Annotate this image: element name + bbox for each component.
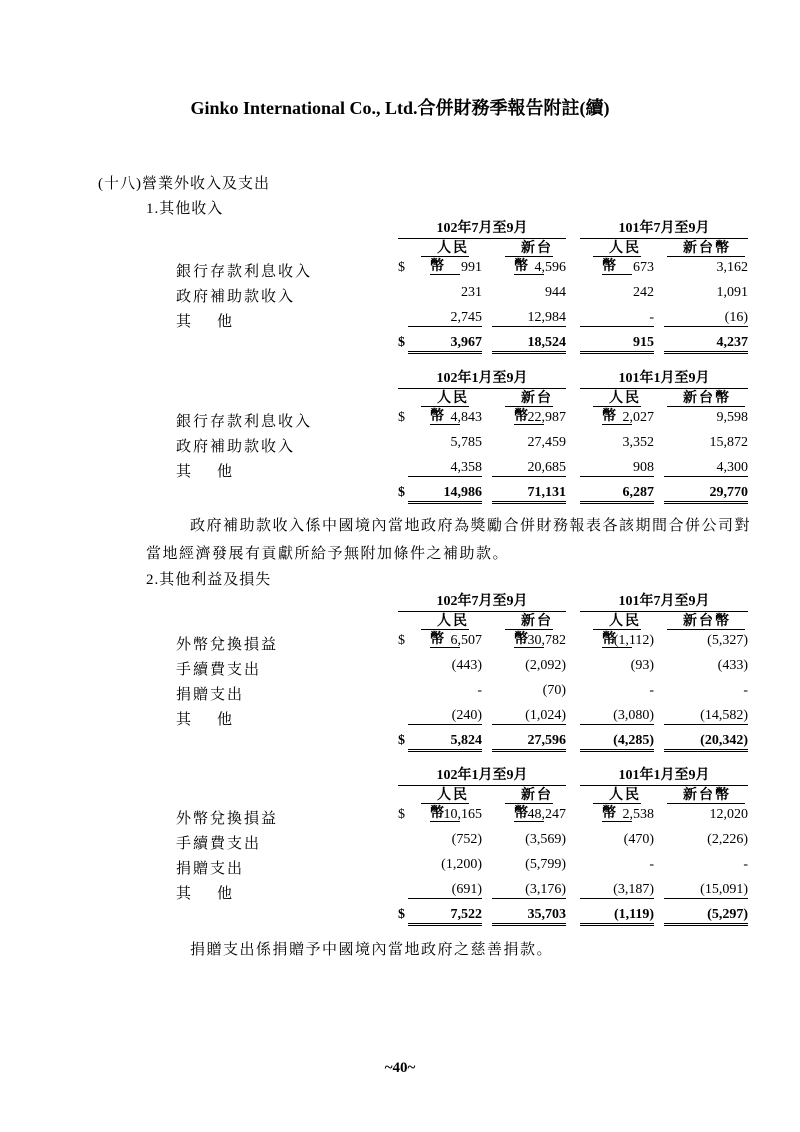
cell-value: (691)	[408, 882, 482, 899]
row-label: 政府補助款收入	[176, 439, 296, 455]
cell-value: 5,785	[450, 435, 482, 450]
row-label: 外幣兌換損益	[176, 637, 279, 653]
currency-label: 新台幣	[505, 614, 553, 648]
row-label: 其他	[176, 464, 259, 480]
cell-value: (433)	[717, 658, 748, 673]
subsection-other-gains-losses: 2.其他利益及損失	[146, 572, 272, 588]
row-label: 手續費支出	[176, 836, 262, 852]
currency-label: 新台幣	[505, 241, 553, 275]
cell-value: 12,984	[492, 310, 566, 327]
total-value: 18,524	[492, 335, 566, 354]
currency-header-twd	[664, 390, 748, 408]
cell-value: (240)	[408, 708, 482, 725]
cell-value: (2,226)	[707, 832, 748, 847]
cell-value: (93)	[630, 658, 654, 673]
cell-value: 242	[633, 285, 654, 300]
cell-value: 1,091	[716, 285, 748, 300]
row-label: 捐贈支出	[176, 687, 245, 703]
total-value: 4,237	[664, 335, 748, 354]
cell-value: (470)	[623, 832, 654, 847]
currency-label: 人民幣	[421, 391, 469, 425]
cell-value: 48,247	[527, 807, 566, 822]
row-label: 銀行存款利息收入	[176, 414, 313, 430]
section-heading: (十八)營業外收入及支出	[98, 176, 270, 192]
cell-value: -	[743, 683, 748, 698]
cell-value: -	[743, 857, 748, 872]
cell-value: -	[649, 857, 654, 872]
currency-label: 新台幣	[505, 788, 553, 822]
total-value: (1,119)	[580, 907, 654, 926]
total-value: 29,770	[664, 485, 748, 504]
cell-value: 4,596	[534, 260, 566, 275]
period-header: 102年7月至9月	[398, 593, 566, 612]
period-header: 101年1月至9月	[580, 767, 748, 786]
dollar-sign: $	[398, 633, 405, 648]
cell-value: (14,582)	[664, 708, 748, 725]
total-value: 7,522	[408, 907, 482, 926]
row-label: 銀行存款利息收入	[176, 264, 313, 280]
period-header: 102年1月至9月	[398, 767, 566, 786]
currency-label: 新台幣	[667, 788, 745, 804]
cell-value: (1,200)	[441, 857, 482, 872]
page-number: ~40~	[384, 1060, 416, 1076]
total-value: 5,824	[408, 733, 482, 752]
period-header: 101年7月至9月	[580, 220, 748, 239]
cell-value: (3,176)	[492, 882, 566, 899]
total-value: 35,703	[492, 907, 566, 926]
currency-label: 新台幣	[505, 391, 553, 425]
cell-value: 4,843	[450, 410, 482, 425]
period-header: 102年1月至9月	[398, 370, 566, 389]
dollar-sign: $	[398, 807, 405, 822]
total-value: 915	[580, 335, 654, 354]
total-value: 3,967	[408, 335, 482, 354]
currency-label: 人民幣	[421, 241, 469, 275]
row-label: 捐贈支出	[176, 861, 245, 877]
subsection-other-income: 1.其他收入	[146, 201, 224, 217]
subsidy-note-line2: 當地經濟發展有貢獻所給予無附加條件之補助款。	[146, 546, 510, 562]
cell-value: (1,112)	[613, 633, 654, 648]
cell-value: 2,745	[408, 310, 482, 327]
total-value: (4,285)	[580, 733, 654, 752]
currency-label: 人民幣	[593, 614, 641, 648]
cell-value: 6,507	[450, 633, 482, 648]
cell-value: (15,091)	[664, 882, 748, 899]
cell-value: 9,598	[716, 410, 748, 425]
cell-value: 908	[580, 460, 654, 477]
cell-value: -	[477, 683, 482, 698]
row-label: 外幣兌換損益	[176, 811, 279, 827]
dollar-sign-total: $	[398, 733, 405, 748]
cell-value: (5,327)	[707, 633, 748, 648]
total-value: 71,131	[492, 485, 566, 504]
subsidy-note-line1: 政府補助款收入係中國境內當地政府為獎勵合併財務報表各該期間合併公司對	[190, 518, 752, 534]
cell-value: 4,300	[664, 460, 748, 477]
currency-label: 人民幣	[421, 788, 469, 822]
currency-label: 人民幣	[593, 788, 641, 822]
cell-value: 27,459	[527, 435, 566, 450]
total-value: (20,342)	[664, 733, 748, 752]
cell-value: 12,020	[709, 807, 748, 822]
currency-label: 人民幣	[421, 614, 469, 648]
cell-value: -	[580, 310, 654, 327]
row-label: 其他	[176, 712, 259, 728]
period-header: 102年7月至9月	[398, 220, 566, 239]
cell-value: (5,799)	[525, 857, 566, 872]
dollar-sign: $	[398, 260, 405, 275]
currency-header-twd	[664, 613, 748, 631]
cell-value: 2,538	[622, 807, 654, 822]
currency-label: 新台幣	[667, 614, 745, 630]
total-value: 6,287	[580, 485, 654, 504]
currency-header-twd	[664, 787, 748, 805]
cell-value: (3,569)	[525, 832, 566, 847]
total-value: 14,986	[408, 485, 482, 504]
dollar-sign-total: $	[398, 485, 405, 500]
dollar-sign-total: $	[398, 907, 405, 922]
row-label: 政府補助款收入	[176, 289, 296, 305]
cell-value: (70)	[542, 683, 566, 698]
row-label: 其他	[176, 314, 259, 330]
cell-value: 991	[461, 260, 482, 275]
cell-value: 30,782	[527, 633, 566, 648]
cell-value: 15,872	[709, 435, 748, 450]
row-label: 手續費支出	[176, 662, 262, 678]
cell-value: (1,024)	[492, 708, 566, 725]
period-header: 101年7月至9月	[580, 593, 748, 612]
cell-value: (16)	[664, 310, 748, 327]
document-title: Ginko International Co., Ltd.合併財務季報告附註(續)	[190, 98, 610, 118]
cell-value: (443)	[451, 658, 482, 673]
cell-value: 3,352	[622, 435, 654, 450]
currency-label: 新台幣	[667, 241, 745, 257]
total-value: 27,596	[492, 733, 566, 752]
cell-value: 20,685	[492, 460, 566, 477]
cell-value: 4,358	[408, 460, 482, 477]
cell-value: (2,092)	[525, 658, 566, 673]
cell-value: (3,080)	[580, 708, 654, 725]
cell-value: 10,165	[443, 807, 482, 822]
cell-value: 22,987	[527, 410, 566, 425]
cell-value: -	[649, 683, 654, 698]
total-value: (5,297)	[664, 907, 748, 926]
cell-value: 944	[545, 285, 566, 300]
cell-value: (752)	[451, 832, 482, 847]
currency-label: 新台幣	[667, 391, 745, 407]
cell-value: 231	[461, 285, 482, 300]
currency-header-twd	[664, 240, 748, 258]
period-header: 101年1月至9月	[580, 370, 748, 389]
currency-label: 人民幣	[593, 391, 641, 425]
dollar-sign-total: $	[398, 335, 405, 350]
cell-value: 2,027	[622, 410, 654, 425]
cell-value: 673	[633, 260, 654, 275]
currency-label: 人民幣	[593, 241, 641, 275]
donation-note: 捐贈支出係捐贈予中國境內當地政府之慈善捐款。	[190, 942, 554, 958]
cell-value: 3,162	[716, 260, 748, 275]
dollar-sign: $	[398, 410, 405, 425]
cell-value: (3,187)	[580, 882, 654, 899]
row-label: 其他	[176, 886, 259, 902]
